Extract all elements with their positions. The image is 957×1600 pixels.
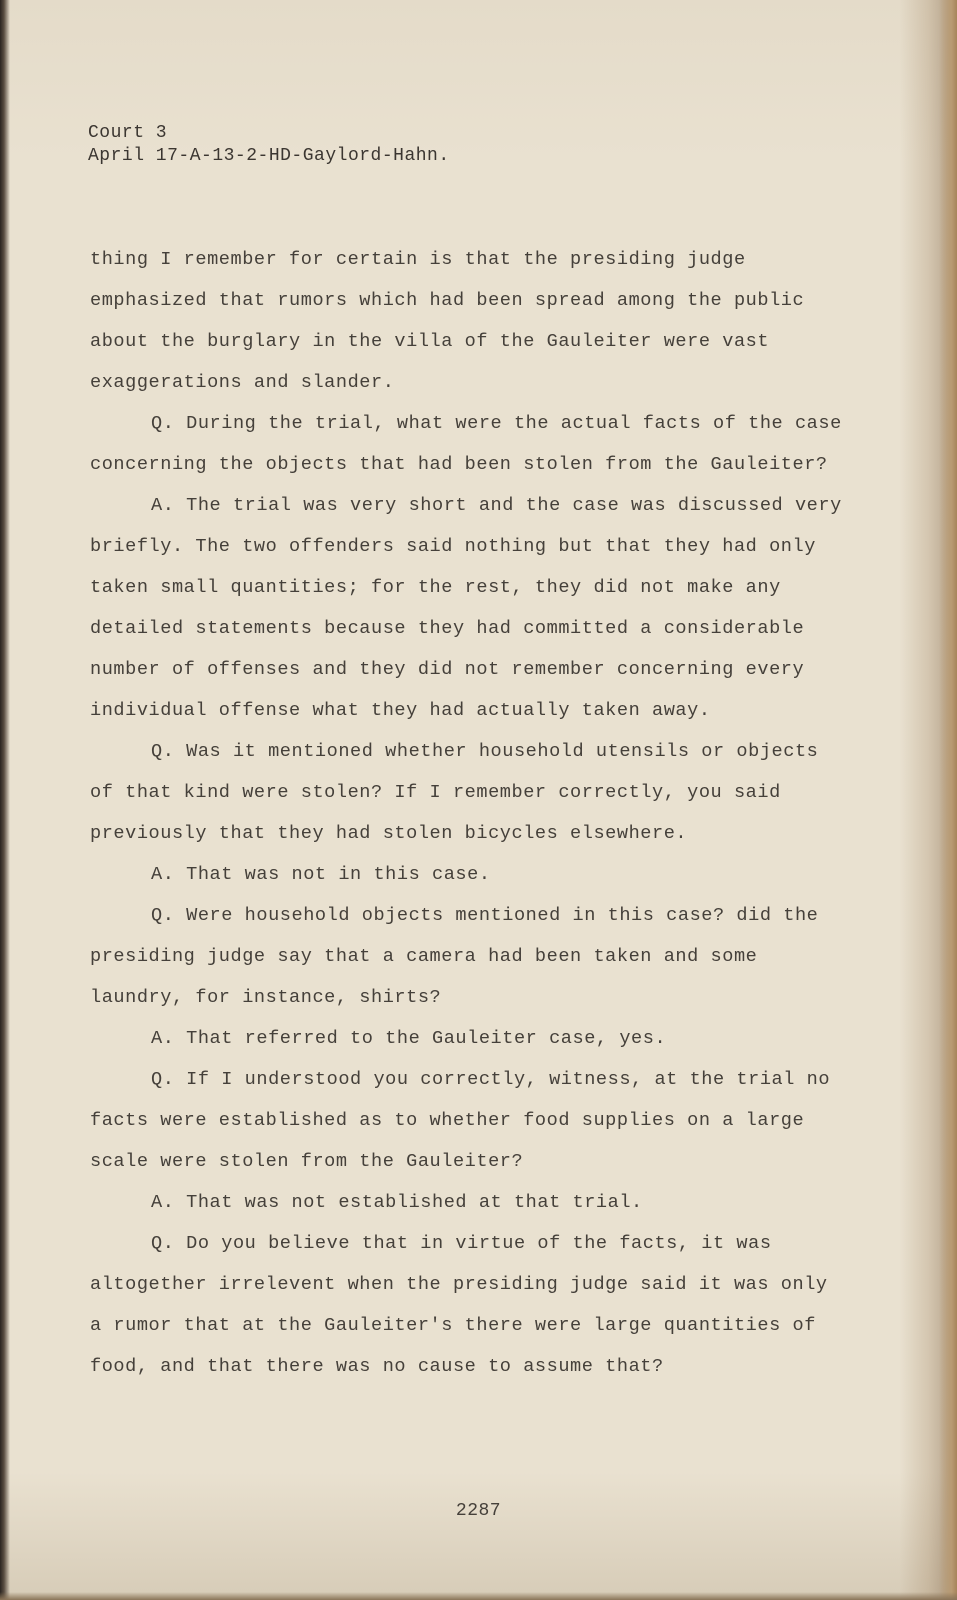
scan-edge-right — [939, 0, 957, 1600]
paragraph-question: Q. Do you believe that in virtue of the facts, it was altogether irrelevent when the presiding judge said it was only a rumor that at the Gauleiter's there were large quantities of food, and that there was no cause to assume that? — [90, 1233, 828, 1377]
paragraph-question: Q. Were household objects mentioned in this case? did the presiding judge say that a camera had been taken and some laundry, for instance, shirts? — [90, 905, 819, 1008]
paragraph-question: Q. If I understood you correctly, witness, at the trial no facts were established as to whether food supplies on a large scale were stolen from the Gauleiter? — [90, 1069, 831, 1172]
paragraph-question: Q. During the trial, what were the actual facts of the case concerning the objects that had been stolen from the Gauleiter? — [90, 413, 842, 475]
page-number: 2287 — [455, 1501, 502, 1521]
paragraph-answer: A. The trial was very short and the case was discussed very briefly. The two offenders said nothing but that they had only taken small quantities; for the rest, they did not make any detailed statements because they had committed a considerable number of offenses and they did not remember concerning every individual offense what they had actually taken away. — [90, 495, 842, 721]
header-case-reference: April 17-A-13-2-HD-Gaylord-Hahn. — [88, 146, 450, 166]
header-court: Court 3 — [88, 123, 168, 143]
paragraph-answer: A. That referred to the Gauleiter case, yes. — [151, 1028, 667, 1049]
paragraph-answer: A. That was not established at that trial. — [151, 1192, 643, 1213]
scan-edge-left — [0, 0, 10, 1600]
document-header — [88, 122, 450, 168]
transcript-body — [90, 239, 850, 1387]
paragraph-answer: A. That was not in this case. — [151, 864, 491, 885]
paragraph-continuation: thing I remember for certain is that the presiding judge emphasized that rumors which had been spread among the public about the burglary in the villa of the Gauleiter were vast exaggerations and slander. — [90, 249, 805, 393]
scan-edge-bottom — [0, 1592, 957, 1600]
paragraph-question: Q. Was it mentioned whether household utensils or objects of that kind were stolen? If I remember correctly, you said previously that they had stolen bicycles elsewhere. — [90, 741, 819, 844]
